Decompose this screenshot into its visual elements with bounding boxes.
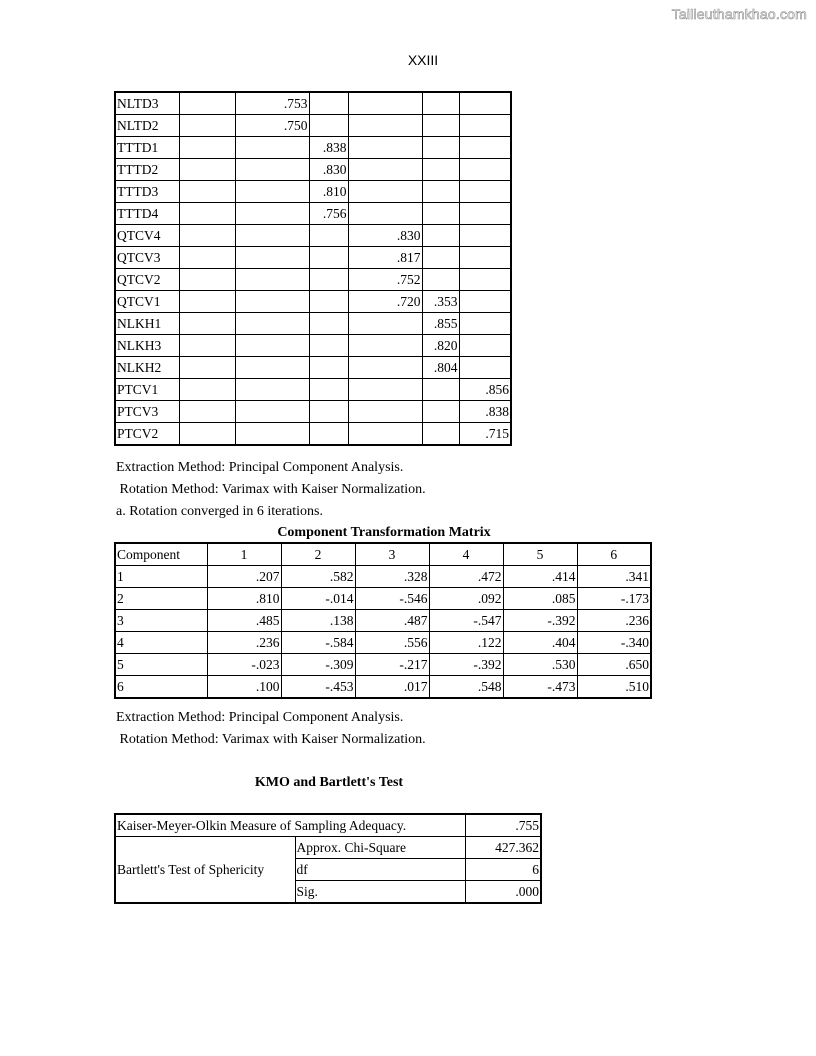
chi-square-value: 427.362 [465,837,541,859]
table-row [115,269,511,291]
table-row [115,247,511,269]
loading-cell [348,313,422,335]
loading-cell [179,92,235,115]
extraction-note: Extraction Method: Principal Component Analysis. [116,460,404,475]
loading-cell [459,357,511,379]
loading-cell [309,269,348,291]
component-label: 5 [115,654,207,676]
variable-label: PTCV2 [115,423,179,446]
loading-cell [235,137,309,159]
chi-square-label: Approx. Chi-Square [295,837,465,859]
variable-label: NLTD2 [115,115,179,137]
table-row [115,423,511,446]
matrix-cell: -.340 [577,632,651,654]
loading-cell [179,269,235,291]
rotation-note: Rotation Method: Varimax with Kaiser Normalization. [116,482,426,497]
loading-cell [459,181,511,203]
loading-cell [179,181,235,203]
loading-cell [348,357,422,379]
loading-cell [235,335,309,357]
component-label: 6 [115,676,207,699]
matrix-cell: .650 [577,654,651,676]
kmo-title: KMO and Bartlett's Test [254,775,404,790]
matrix-cell: -.547 [429,610,503,632]
loading-cell: .838 [309,137,348,159]
loading-cell: .838 [459,401,511,423]
loading-cell [179,115,235,137]
variable-label: PTCV1 [115,379,179,401]
table-row [115,588,651,610]
matrix-cell: .530 [503,654,577,676]
loading-cell [179,313,235,335]
converged-note: a. Rotation converged in 6 iterations. [116,504,323,519]
table-row [115,401,511,423]
matrix-cell: -.473 [503,676,577,699]
table-row [115,379,511,401]
table-row [115,566,651,588]
matrix-cell: .122 [429,632,503,654]
loading-cell [309,313,348,335]
page-number: XXIII [407,52,439,68]
table-row [115,676,651,699]
loading-cell [309,335,348,357]
loading-cell: .817 [348,247,422,269]
loading-cell [179,379,235,401]
loading-cell [235,203,309,225]
loading-cell [459,159,511,181]
loading-cell [348,335,422,357]
column-header: 2 [281,543,355,566]
loading-cell [348,137,422,159]
table-row [115,291,511,313]
loading-cell [309,423,348,446]
transformation-matrix-title: Component Transformation Matrix [277,525,491,540]
loading-cell [179,423,235,446]
loading-cell [309,247,348,269]
column-header: Component [115,543,207,566]
table-row [115,115,511,137]
column-header: 6 [577,543,651,566]
loading-cell: .810 [309,181,348,203]
matrix-cell: -.023 [207,654,281,676]
loading-cell: .720 [348,291,422,313]
loading-cell [459,92,511,115]
loading-cell [235,269,309,291]
kmo-bartlett-table [114,813,542,904]
matrix-cell: .810 [207,588,281,610]
loading-cell: .855 [422,313,459,335]
loading-cell [348,379,422,401]
loading-cell [179,335,235,357]
loading-cell: .830 [309,159,348,181]
matrix-cell: .341 [577,566,651,588]
variable-label: TTTD1 [115,137,179,159]
variable-label: QTCV2 [115,269,179,291]
loading-cell [179,159,235,181]
df-label: df [295,859,465,881]
variable-label: TTTD4 [115,203,179,225]
matrix-cell: .236 [577,610,651,632]
component-label: 4 [115,632,207,654]
loading-cell: .856 [459,379,511,401]
loading-cell [459,291,511,313]
table-row [115,632,651,654]
component-label: 2 [115,588,207,610]
loading-cell [422,137,459,159]
matrix-cell: .487 [355,610,429,632]
variable-label: TTTD3 [115,181,179,203]
kmo-label: Kaiser-Meyer-Olkin Measure of Sampling Adequacy. [115,814,465,837]
loading-cell [348,203,422,225]
loading-cell [179,401,235,423]
loading-cell [348,159,422,181]
loading-cell [309,291,348,313]
matrix-cell: -.392 [429,654,503,676]
matrix-cell: .138 [281,610,355,632]
loading-cell [235,357,309,379]
bartlett-row [115,837,541,859]
loading-cell [179,357,235,379]
matrix-cell: -.014 [281,588,355,610]
loading-cell: .830 [348,225,422,247]
loading-cell: .756 [309,203,348,225]
matrix-cell: .556 [355,632,429,654]
loading-cell: .753 [235,92,309,115]
matrix-cell: .472 [429,566,503,588]
variable-label: QTCV1 [115,291,179,313]
matrix-cell: .100 [207,676,281,699]
matrix-cell: -.309 [281,654,355,676]
sig-label: Sig. [295,881,465,904]
component-label: 1 [115,566,207,588]
kmo-value: .755 [465,814,541,837]
loading-cell: .820 [422,335,459,357]
variable-label: NLKH1 [115,313,179,335]
loading-cell [459,247,511,269]
variable-label: QTCV4 [115,225,179,247]
column-header: 3 [355,543,429,566]
table-row [115,335,511,357]
loading-cell [459,225,511,247]
matrix-cell: -.392 [503,610,577,632]
loading-cell [179,291,235,313]
variable-label: TTTD2 [115,159,179,181]
variable-label: QTCV3 [115,247,179,269]
loading-cell [422,247,459,269]
column-header: 4 [429,543,503,566]
matrix-cell: .207 [207,566,281,588]
column-header: 5 [503,543,577,566]
loading-cell [422,159,459,181]
loading-cell [309,115,348,137]
matrix-cell: -.217 [355,654,429,676]
variable-label: NLKH2 [115,357,179,379]
matrix-cell: .548 [429,676,503,699]
table-row [115,654,651,676]
loading-cell [309,357,348,379]
loading-cell [459,203,511,225]
loading-cell [235,291,309,313]
loading-cell: .715 [459,423,511,446]
loading-cell [459,115,511,137]
component-transformation-matrix [114,542,652,699]
loading-cell [235,225,309,247]
loading-cell [309,379,348,401]
bartlett-label: Bartlett's Test of Sphericity [115,837,295,904]
loading-cell [422,203,459,225]
table-row [115,203,511,225]
loading-cell [422,379,459,401]
matrix-cell: .085 [503,588,577,610]
variable-label: PTCV3 [115,401,179,423]
loading-cell [235,247,309,269]
matrix-cell: .414 [503,566,577,588]
variable-label: NLKH3 [115,335,179,357]
matrix-cell: -.453 [281,676,355,699]
matrix-cell: -.546 [355,588,429,610]
loading-cell [422,181,459,203]
table-row [115,159,511,181]
matrix-cell: .017 [355,676,429,699]
table-row [115,357,511,379]
sig-value: .000 [465,881,541,904]
loading-cell: .750 [235,115,309,137]
loading-cell [309,92,348,115]
extraction-note-2: Extraction Method: Principal Component Analysis. [116,710,404,725]
matrix-cell: -.584 [281,632,355,654]
loading-cell [235,181,309,203]
table-row [115,610,651,632]
matrix-cell: .328 [355,566,429,588]
loading-cell [235,313,309,335]
rotated-component-matrix [114,91,512,446]
loading-cell [179,247,235,269]
df-value: 6 [465,859,541,881]
loading-cell [459,137,511,159]
loading-cell [348,92,422,115]
table-header-row [115,543,651,566]
column-header: 1 [207,543,281,566]
loading-cell: .804 [422,357,459,379]
loading-cell [309,225,348,247]
loading-cell [459,269,511,291]
matrix-cell: .236 [207,632,281,654]
loading-cell [422,423,459,446]
table-row [115,137,511,159]
table-row [115,313,511,335]
variable-label: NLTD3 [115,92,179,115]
loading-cell [422,92,459,115]
kmo-row [115,814,541,837]
loading-cell [348,401,422,423]
loading-cell [348,181,422,203]
loading-cell [235,159,309,181]
loading-cell [348,423,422,446]
loading-cell [235,401,309,423]
table-row [115,181,511,203]
loading-cell [309,401,348,423]
loading-cell [422,115,459,137]
matrix-cell: .404 [503,632,577,654]
table-row [115,92,511,115]
loading-cell [422,401,459,423]
loading-cell [422,269,459,291]
loading-cell [422,225,459,247]
matrix-cell: .510 [577,676,651,699]
matrix-cell: .092 [429,588,503,610]
loading-cell [459,313,511,335]
loading-cell: .353 [422,291,459,313]
loading-cell: .752 [348,269,422,291]
loading-cell [235,423,309,446]
watermark: Tailieuthamkhao.com [671,6,807,22]
matrix-cell: -.173 [577,588,651,610]
loading-cell [179,137,235,159]
rotation-note-2: Rotation Method: Varimax with Kaiser Normalization. [116,732,426,747]
loading-cell [179,225,235,247]
loading-cell [348,115,422,137]
table-row [115,225,511,247]
matrix-cell: .582 [281,566,355,588]
loading-cell [179,203,235,225]
component-label: 3 [115,610,207,632]
loading-cell [459,335,511,357]
matrix-cell: .485 [207,610,281,632]
loading-cell [235,379,309,401]
